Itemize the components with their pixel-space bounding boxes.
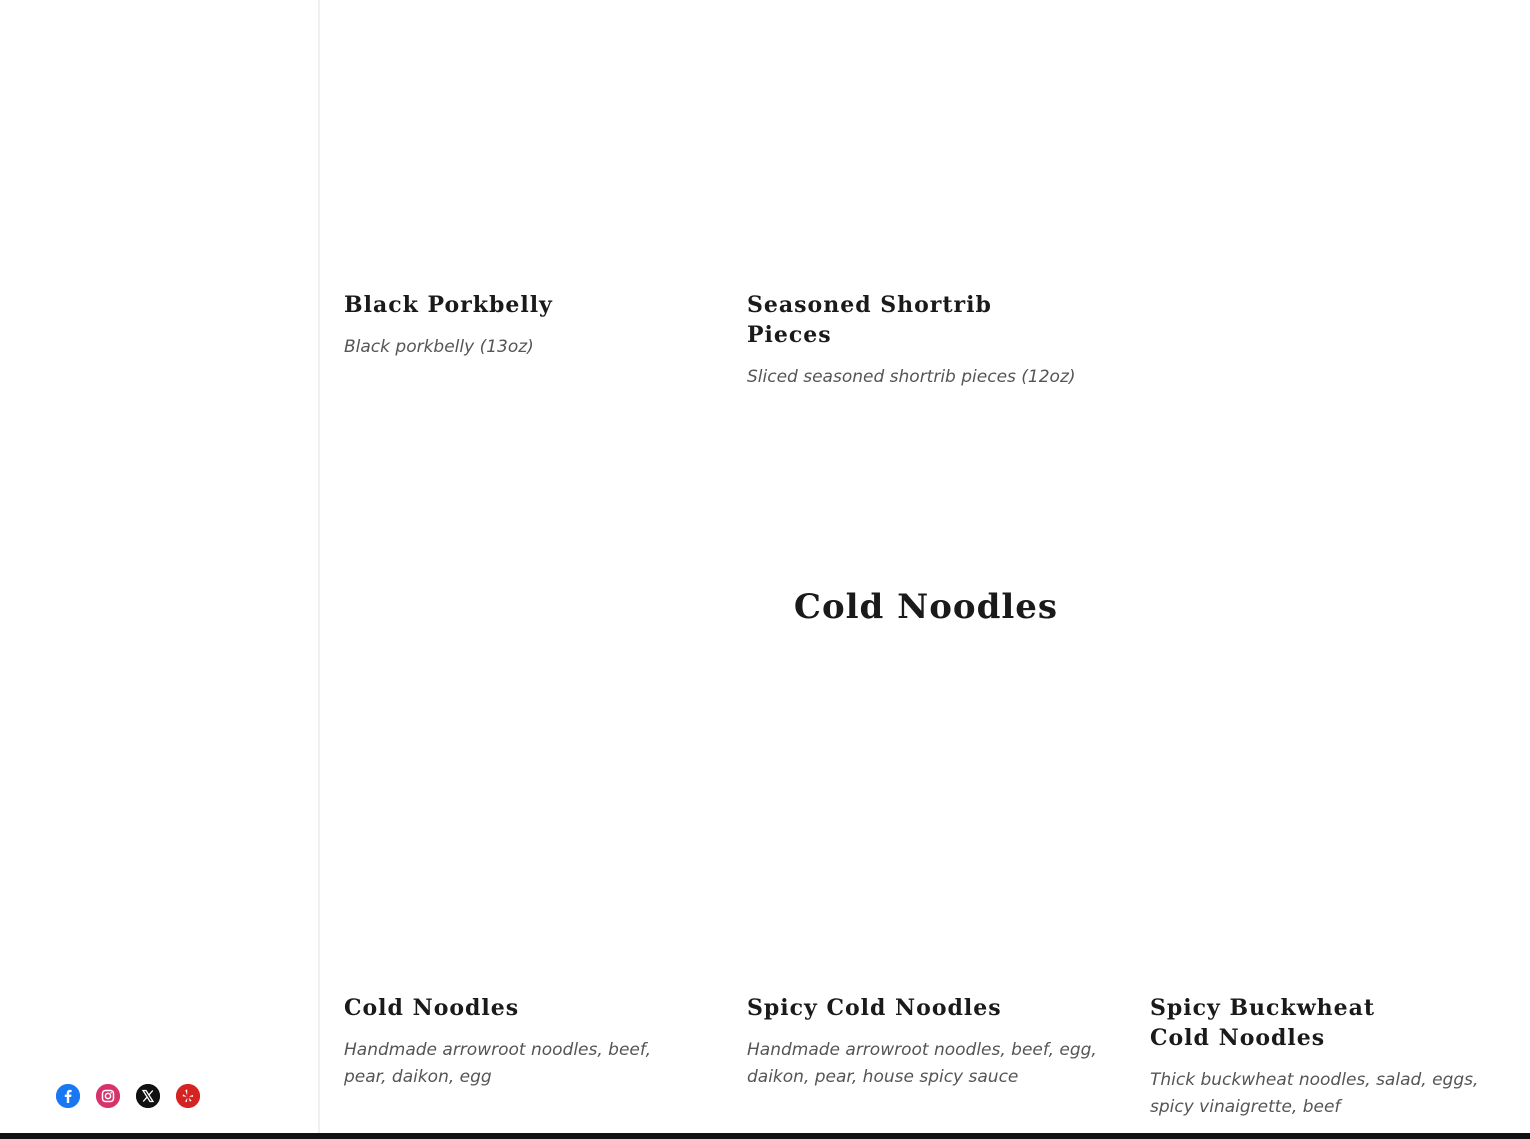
social-links [56, 1084, 200, 1108]
menu-item-description: Handmade arrowroot noodles, beef, pear, daikon, egg [344, 1040, 651, 1087]
menu-item-title: Cold Noodles [344, 995, 520, 1021]
menu-item-description: Thick buckwheat noodles, salad, eggs, spicy vinaigrette, beef [1150, 1070, 1479, 1117]
menu-item-title: Black Porkbelly [344, 292, 553, 318]
section-title-cold-noodles: Cold Noodles [793, 587, 1059, 627]
instagram-icon[interactable] [96, 1084, 120, 1108]
menu-item-cold-noodles [344, 993, 704, 1091]
menu-item-description: Handmade arrowroot noodles, beef, egg, daikon, pear, house spicy sauce [747, 1040, 1097, 1087]
menu-item-title: Spicy Cold Noodles [747, 995, 1002, 1021]
menu-item-description: Sliced seasoned shortrib pieces (12oz) [747, 367, 1076, 387]
menu-item-title: Spicy Buckwheat Cold Noodles [1150, 995, 1376, 1051]
menu-item-title: Seasoned Shortrib Pieces [747, 292, 992, 348]
menu-item-spicy-cold-noodles [747, 993, 1107, 1091]
menu-content [322, 0, 1530, 1133]
menu-item-black-porkbelly [344, 290, 704, 361]
facebook-icon[interactable] [56, 1084, 80, 1108]
sidebar [0, 0, 320, 1133]
menu-item-seasoned-shortrib-pieces [747, 290, 1107, 391]
x-icon[interactable] [136, 1084, 160, 1108]
menu-item-description: Black porkbelly (13oz) [344, 337, 534, 357]
menu-item-spicy-buckwheat-cold-noodles [1150, 993, 1510, 1121]
yelp-icon[interactable] [176, 1084, 200, 1108]
bottom-bar [0, 1133, 1530, 1139]
